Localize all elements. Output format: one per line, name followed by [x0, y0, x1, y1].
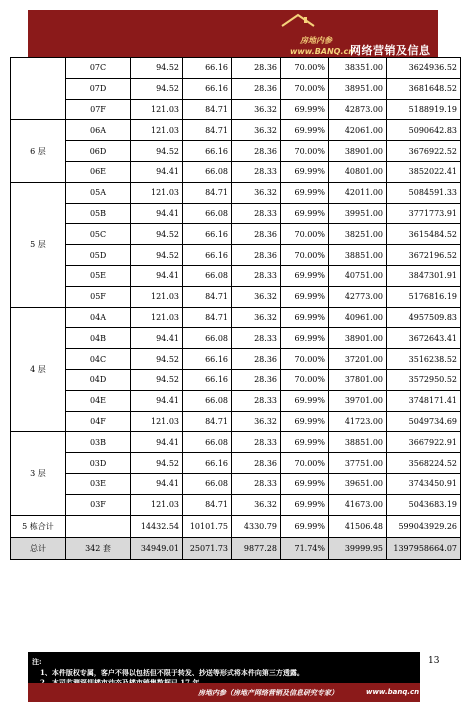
unit-price-cell: 39651.00	[329, 473, 387, 494]
table-row	[11, 78, 461, 99]
table-row	[11, 182, 461, 203]
total-price-cell: 3672196.52	[387, 245, 461, 266]
inner-area-cell: 66.16	[183, 349, 232, 370]
total-price-cell: 3516238.52	[387, 349, 461, 370]
unit-price-cell: 38901.00	[329, 141, 387, 162]
total-price-cell: 3615484.52	[387, 224, 461, 245]
floor-cell: 4 层	[11, 307, 66, 432]
inner-area-cell: 66.16	[183, 58, 232, 79]
area-cell: 121.03	[131, 307, 183, 328]
inner-area-cell: 66.08	[183, 265, 232, 286]
unit-price-cell: 38851.00	[329, 432, 387, 453]
shared-area-cell: 28.33	[232, 161, 281, 182]
ratio-cell: 69.99%	[281, 432, 329, 453]
note-item: 1、本件版权专属，客户不得以包括但不限于转发、抄送等形式将本件向第三方透露。	[40, 668, 304, 677]
unit-cell: 04D	[66, 369, 131, 390]
area-cell: 94.52	[131, 78, 183, 99]
unit-cell: 03D	[66, 453, 131, 474]
inner-area-cell: 66.08	[183, 328, 232, 349]
unit-cell: 03F	[66, 494, 131, 515]
unit-price-cell: 42773.00	[329, 286, 387, 307]
table-row	[11, 120, 461, 141]
inner-area-cell: 66.16	[183, 369, 232, 390]
inner-area-cell: 66.16	[183, 141, 232, 162]
table-row	[11, 161, 461, 182]
total-price-cell: 3743450.91	[387, 473, 461, 494]
header-title: 网络营销及信息	[350, 44, 431, 57]
shared-area-cell: 36.32	[232, 411, 281, 432]
shared-area-cell: 28.36	[232, 224, 281, 245]
area-cell: 94.52	[131, 453, 183, 474]
inner-area-cell: 66.08	[183, 473, 232, 494]
unit-cell: 04C	[66, 349, 131, 370]
table-row	[11, 224, 461, 245]
ratio-cell: 69.99%	[281, 265, 329, 286]
unit-cell: 06D	[66, 141, 131, 162]
total-row-cell: 25071.73	[183, 537, 232, 559]
total-row-cell: 39999.95	[329, 537, 387, 559]
inner-area-cell: 84.71	[183, 411, 232, 432]
ratio-cell: 70.00%	[281, 245, 329, 266]
shared-area-cell: 36.32	[232, 182, 281, 203]
header-banner	[28, 10, 438, 58]
unit-cell: 05C	[66, 224, 131, 245]
unit-cell: 07D	[66, 78, 131, 99]
inner-area-cell: 84.71	[183, 99, 232, 120]
unit-cell: 06E	[66, 161, 131, 182]
shared-area-cell: 28.33	[232, 203, 281, 224]
ratio-cell: 69.99%	[281, 99, 329, 120]
table-row	[11, 307, 461, 328]
total-price-cell: 3847301.91	[387, 265, 461, 286]
unit-cell: 05B	[66, 203, 131, 224]
shared-area-cell: 28.36	[232, 58, 281, 79]
shared-area-cell: 28.36	[232, 78, 281, 99]
unit-price-cell: 37801.00	[329, 369, 387, 390]
floor-cell	[11, 58, 66, 120]
area-cell: 94.52	[131, 224, 183, 245]
shared-area-cell: 28.36	[232, 141, 281, 162]
unit-cell: 05D	[66, 245, 131, 266]
ratio-cell: 69.99%	[281, 307, 329, 328]
area-cell: 121.03	[131, 99, 183, 120]
inner-area-cell: 84.71	[183, 307, 232, 328]
inner-area-cell: 84.71	[183, 120, 232, 141]
table-row	[11, 411, 461, 432]
table-row	[11, 390, 461, 411]
table-row	[11, 453, 461, 474]
table-row	[11, 432, 461, 453]
ratio-cell: 70.00%	[281, 141, 329, 162]
total-price-cell: 3624936.52	[387, 58, 461, 79]
ratio-cell: 69.99%	[281, 286, 329, 307]
table-row	[11, 328, 461, 349]
total-price-cell: 4957509.83	[387, 307, 461, 328]
subtotal-row-cell	[66, 515, 131, 537]
table-row	[11, 99, 461, 120]
area-cell: 94.41	[131, 328, 183, 349]
sales-table	[10, 57, 461, 560]
table-row	[11, 265, 461, 286]
unit-price-cell: 40961.00	[329, 307, 387, 328]
table-row	[11, 473, 461, 494]
unit-cell: 04A	[66, 307, 131, 328]
subtotal-row-cell: 41506.48	[329, 515, 387, 537]
ratio-cell: 70.00%	[281, 78, 329, 99]
area-cell: 94.41	[131, 473, 183, 494]
total-price-cell: 3572950.52	[387, 369, 461, 390]
total-price-cell: 3681648.52	[387, 78, 461, 99]
ratio-cell: 69.99%	[281, 182, 329, 203]
ratio-cell: 70.00%	[281, 453, 329, 474]
total-row	[11, 537, 461, 559]
unit-cell: 03B	[66, 432, 131, 453]
unit-price-cell: 39701.00	[329, 390, 387, 411]
header-site: www.BANQ.cn	[290, 47, 354, 56]
area-cell: 121.03	[131, 411, 183, 432]
unit-price-cell: 42011.00	[329, 182, 387, 203]
shared-area-cell: 28.33	[232, 473, 281, 494]
total-price-cell: 5049734.69	[387, 411, 461, 432]
footer-bar	[28, 683, 420, 702]
footer-brand: 房地内参（房地产网络营销及信息研究专家）	[198, 688, 338, 697]
total-price-cell: 3672643.41	[387, 328, 461, 349]
subtotal-row-cell: 10101.75	[183, 515, 232, 537]
table-row	[11, 369, 461, 390]
table-row	[11, 494, 461, 515]
total-row-cell: 9877.28	[232, 537, 281, 559]
total-row-cell: 1397958664.07	[387, 537, 461, 559]
unit-price-cell: 40801.00	[329, 161, 387, 182]
total-row-cell: 34949.01	[131, 537, 183, 559]
area-cell: 94.52	[131, 245, 183, 266]
inner-area-cell: 84.71	[183, 494, 232, 515]
shared-area-cell: 28.36	[232, 245, 281, 266]
shared-area-cell: 28.33	[232, 390, 281, 411]
total-price-cell: 5188919.19	[387, 99, 461, 120]
unit-cell: 05F	[66, 286, 131, 307]
inner-area-cell: 66.16	[183, 224, 232, 245]
inner-area-cell: 66.08	[183, 161, 232, 182]
shared-area-cell: 36.32	[232, 120, 281, 141]
subtotal-row-cell: 5 栋合计	[11, 515, 66, 537]
area-cell: 121.03	[131, 286, 183, 307]
total-row-cell: 342 套	[66, 537, 131, 559]
total-price-cell: 5043683.19	[387, 494, 461, 515]
inner-area-cell: 66.16	[183, 78, 232, 99]
subtotal-row-cell: 599043929.26	[387, 515, 461, 537]
notes-heading: 注:	[32, 657, 42, 666]
area-cell: 121.03	[131, 182, 183, 203]
total-price-cell: 3771773.91	[387, 203, 461, 224]
unit-price-cell: 42061.00	[329, 120, 387, 141]
total-price-cell: 5090642.83	[387, 120, 461, 141]
area-cell: 94.41	[131, 161, 183, 182]
subtotal-row-cell: 69.99%	[281, 515, 329, 537]
unit-price-cell: 38351.00	[329, 58, 387, 79]
total-price-cell: 3676922.52	[387, 141, 461, 162]
unit-cell: 04E	[66, 390, 131, 411]
shared-area-cell: 28.33	[232, 328, 281, 349]
unit-cell: 04B	[66, 328, 131, 349]
ratio-cell: 69.99%	[281, 390, 329, 411]
total-price-cell: 5084591.33	[387, 182, 461, 203]
unit-price-cell: 37201.00	[329, 349, 387, 370]
unit-cell: 07F	[66, 99, 131, 120]
shared-area-cell: 28.36	[232, 453, 281, 474]
unit-cell: 04F	[66, 411, 131, 432]
shared-area-cell: 28.36	[232, 369, 281, 390]
inner-area-cell: 84.71	[183, 286, 232, 307]
unit-price-cell: 40751.00	[329, 265, 387, 286]
area-cell: 94.41	[131, 265, 183, 286]
total-row-cell: 总计	[11, 537, 66, 559]
unit-cell: 05A	[66, 182, 131, 203]
inner-area-cell: 84.71	[183, 182, 232, 203]
unit-price-cell: 38901.00	[329, 328, 387, 349]
unit-price-cell: 37751.00	[329, 453, 387, 474]
table-row	[11, 58, 461, 79]
house-logo-icon	[280, 12, 316, 36]
unit-cell: 06A	[66, 120, 131, 141]
shared-area-cell: 36.32	[232, 494, 281, 515]
area-cell: 94.41	[131, 203, 183, 224]
ratio-cell: 70.00%	[281, 349, 329, 370]
ratio-cell: 69.99%	[281, 120, 329, 141]
unit-cell: 05E	[66, 265, 131, 286]
ratio-cell: 69.99%	[281, 411, 329, 432]
floor-cell: 5 层	[11, 182, 66, 307]
area-cell: 94.41	[131, 432, 183, 453]
inner-area-cell: 66.08	[183, 432, 232, 453]
inner-area-cell: 66.08	[183, 203, 232, 224]
shared-area-cell: 28.36	[232, 349, 281, 370]
shared-area-cell: 28.33	[232, 265, 281, 286]
unit-price-cell: 38251.00	[329, 224, 387, 245]
area-cell: 94.41	[131, 390, 183, 411]
ratio-cell: 69.99%	[281, 203, 329, 224]
area-cell: 121.03	[131, 120, 183, 141]
unit-price-cell: 38951.00	[329, 78, 387, 99]
unit-price-cell: 38851.00	[329, 245, 387, 266]
area-cell: 121.03	[131, 494, 183, 515]
unit-cell: 07C	[66, 58, 131, 79]
total-price-cell: 3852022.41	[387, 161, 461, 182]
ratio-cell: 70.00%	[281, 369, 329, 390]
footer-site: www.banq.cn	[366, 688, 420, 696]
subtotal-row-cell: 14432.54	[131, 515, 183, 537]
total-price-cell: 3568224.52	[387, 453, 461, 474]
table-row	[11, 286, 461, 307]
ratio-cell: 69.99%	[281, 328, 329, 349]
shared-area-cell: 28.33	[232, 432, 281, 453]
inner-area-cell: 66.16	[183, 453, 232, 474]
page-number: 13	[428, 656, 440, 666]
shared-area-cell: 36.32	[232, 286, 281, 307]
area-cell: 94.52	[131, 349, 183, 370]
total-price-cell: 5176816.19	[387, 286, 461, 307]
floor-cell: 3 层	[11, 432, 66, 515]
ratio-cell: 70.00%	[281, 58, 329, 79]
header-brand-small: 房地内参	[300, 35, 332, 45]
table-row	[11, 245, 461, 266]
table-row	[11, 349, 461, 370]
unit-price-cell: 41673.00	[329, 494, 387, 515]
table-row	[11, 203, 461, 224]
ratio-cell: 69.99%	[281, 473, 329, 494]
total-price-cell: 3748171.41	[387, 390, 461, 411]
shared-area-cell: 36.32	[232, 307, 281, 328]
ratio-cell: 69.99%	[281, 494, 329, 515]
floor-cell: 6 层	[11, 120, 66, 182]
unit-price-cell: 41723.00	[329, 411, 387, 432]
total-price-cell: 3667922.91	[387, 432, 461, 453]
unit-cell: 03E	[66, 473, 131, 494]
ratio-cell: 70.00%	[281, 224, 329, 245]
table-row	[11, 141, 461, 162]
unit-price-cell: 39951.00	[329, 203, 387, 224]
unit-price-cell: 42873.00	[329, 99, 387, 120]
area-cell: 94.52	[131, 141, 183, 162]
ratio-cell: 69.99%	[281, 161, 329, 182]
inner-area-cell: 66.08	[183, 390, 232, 411]
shared-area-cell: 36.32	[232, 99, 281, 120]
area-cell: 94.52	[131, 369, 183, 390]
area-cell: 94.52	[131, 58, 183, 79]
inner-area-cell: 66.16	[183, 245, 232, 266]
total-row-cell: 71.74%	[281, 537, 329, 559]
subtotal-row	[11, 515, 461, 537]
subtotal-row-cell: 4330.79	[232, 515, 281, 537]
